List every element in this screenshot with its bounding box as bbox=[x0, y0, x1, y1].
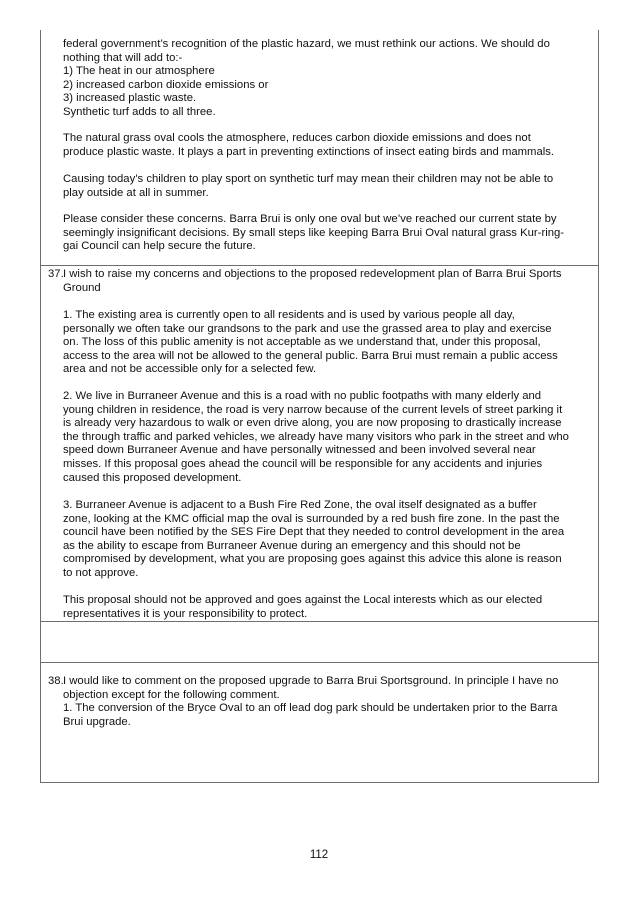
submission-37-intro: 37.I wish to raise my concerns and objections to the proposed redevelopment plan of Barra Brui Sports Ground bbox=[48, 268, 562, 294]
row-divider bbox=[40, 265, 599, 266]
submission-36-paragraph: Please consider these concerns. Barra Brui is only one oval but we’ve reached our current state by seemingly insignificant decisions. By small steps like keeping Barra Brui Oval natural grass Kur-ring- gai Council can help secure the future. bbox=[63, 213, 565, 253]
row-divider bbox=[40, 662, 599, 663]
submission-number: 37. bbox=[48, 268, 64, 280]
submission-37-paragraph: 2. We live in Burraneer Avenue and this is a road with no public footpaths with many elderly and young children in residence, the road is very narrow because of the current levels of street parking it is already very hazardous to walk or even drive along, you are now proposing to drastically increase the through traffic and parked vehicles, we already have many visitors who park in the street and who speed down Burraneer Avenue and have personally witnessed and been involved several near misses. If this proposal goes ahead the council will be responsible for any accidents and injuries caused this proposed development. bbox=[63, 390, 569, 484]
submission-37-paragraph: 1. The existing area is currently open to all residents and is used by various people all day, personally we often take our grandsons to the park and use the grassed area to play and exercise on. The loss of this public amenity is not acceptable as we understand that, under this proposal, access to the area will not be allowed to the general public. Barra Brui must remain a public access area and not be accessible only for a selected few. bbox=[63, 309, 558, 376]
submission-37-paragraph: This proposal should not be approved and goes against the Local interests which as our elected representatives it is your responsibility to protect. bbox=[63, 594, 543, 620]
submission-number: 38. bbox=[48, 675, 64, 687]
submission-38: 38.I would like to comment on the proposed upgrade to Barra Brui Sportsground. In principle I have no objection except for the following comment. 1. The conversion of the Bryce Oval to an off lead dog park should be undertaken prior to the Barra Brui upgrade. bbox=[48, 675, 559, 728]
submission-37-paragraph: 3. Burraneer Avenue is adjacent to a Bush Fire Red Zone, the oval itself designated as a buffer zone, looking at the KMC official map the oval is surrounded by a red bush fire zone. In the past the council have been notified by the SES Fire Dept that they needed to control development in the area as the ability to escape from Burraneer Avenue during an emergency and this should not be compromised by development, what you are proposing goes against this advice this alone is reason to not approve. bbox=[63, 499, 565, 579]
submission-36-paragraph: federal government’s recognition of the plastic hazard, we must rethink our actions. We should do nothing that will add to:- 1) The heat in our atmosphere 2) increased carbon dioxide emissions or 3) increased plastic waste. Synthetic turf adds to all three. bbox=[63, 38, 550, 118]
submission-36-paragraph: Causing today’s children to play sport on synthetic turf may mean their children may not be able to play outside at all in summer. bbox=[63, 173, 554, 199]
row-divider bbox=[40, 782, 599, 783]
page-number: 112 bbox=[309, 849, 329, 861]
submission-36-paragraph: The natural grass oval cools the atmosphere, reduces carbon dioxide emissions and does not produce plastic waste. It plays a part in preventing extinctions of insect eating birds and mammals. bbox=[63, 132, 555, 158]
